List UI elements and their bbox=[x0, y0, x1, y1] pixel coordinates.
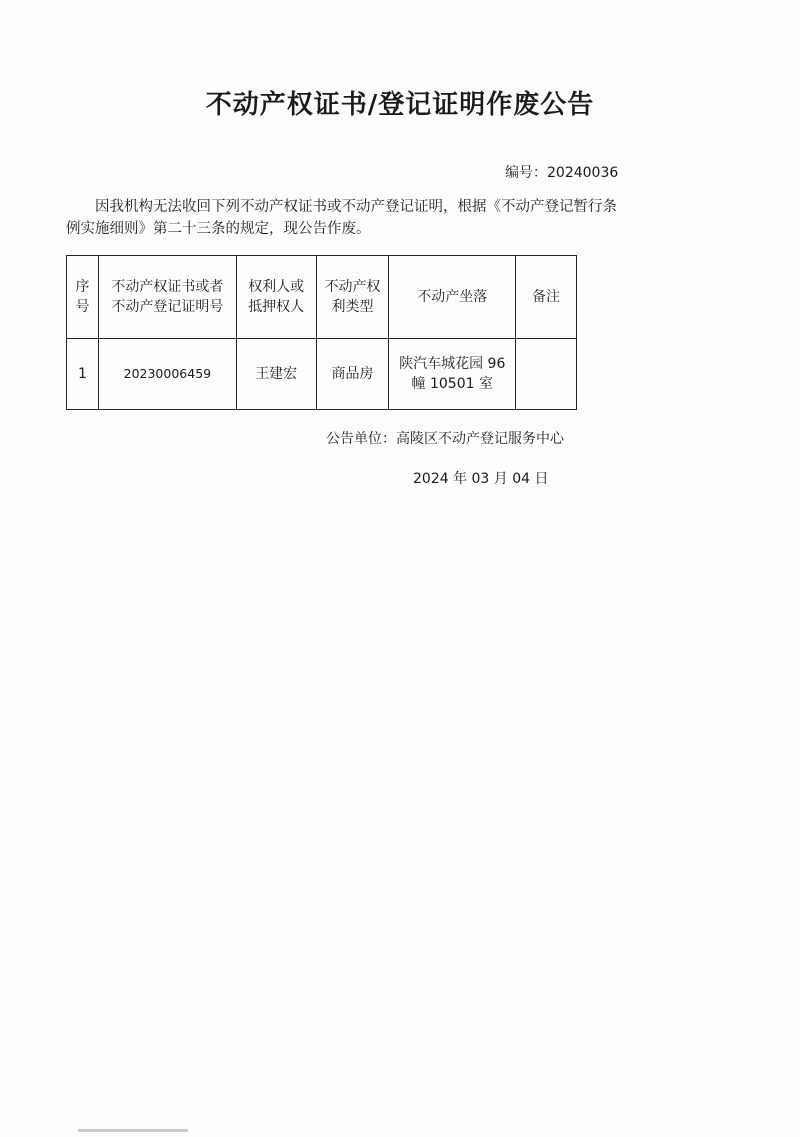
document-number-value: 20240036 bbox=[547, 165, 619, 181]
header-type-line1: 不动产权 bbox=[324, 279, 381, 295]
cell-location-line1: 陕汽车城花园 96 bbox=[399, 356, 506, 372]
cell-cert-no: 20230006459 bbox=[98, 339, 236, 410]
issue-date: 2024 年 03 月 04 日 bbox=[413, 471, 549, 487]
header-holder-line2: 抵押权人 bbox=[248, 299, 305, 315]
header-holder bbox=[236, 256, 316, 339]
document-number-label: 编号： bbox=[505, 165, 547, 181]
header-seq-line2: 号 bbox=[75, 299, 90, 315]
header-seq-line1: 序 bbox=[75, 279, 90, 295]
issuing-unit: 公告单位：高陵区不动产登记服务中心 bbox=[326, 431, 564, 447]
notice-title: 不动产权证书/登记证明作废公告 bbox=[205, 90, 595, 120]
document-number bbox=[505, 162, 618, 182]
cell-seq: 1 bbox=[67, 339, 99, 410]
header-cert-line2: 不动产登记证明号 bbox=[111, 299, 224, 315]
cell-location-line2: 幢 10501 室 bbox=[411, 376, 493, 392]
scan-artifact bbox=[78, 1129, 188, 1132]
header-cert-line1: 不动产权证书或者 bbox=[111, 279, 224, 295]
header-remark: 备注 bbox=[516, 256, 577, 339]
records-table bbox=[66, 255, 577, 410]
header-type-line2: 利类型 bbox=[331, 299, 374, 315]
cell-remark bbox=[516, 339, 577, 410]
header-cert-no bbox=[98, 256, 236, 339]
cell-type: 商品房 bbox=[316, 339, 389, 410]
header-holder-line1: 权利人或 bbox=[248, 279, 305, 295]
cell-location bbox=[389, 339, 516, 410]
cell-holder: 王建宏 bbox=[236, 339, 316, 410]
header-seq bbox=[67, 256, 99, 339]
notice-paragraph: 因我机构无法收回下列不动产权证书或不动产登记证明，根据《不动产登记暂行条例实施细则》第二十三条的规定，现公告作废。 bbox=[66, 199, 617, 237]
table-header-row bbox=[67, 256, 577, 339]
header-location: 不动产坐落 bbox=[389, 256, 516, 339]
table-row bbox=[67, 339, 577, 410]
header-type bbox=[316, 256, 389, 339]
